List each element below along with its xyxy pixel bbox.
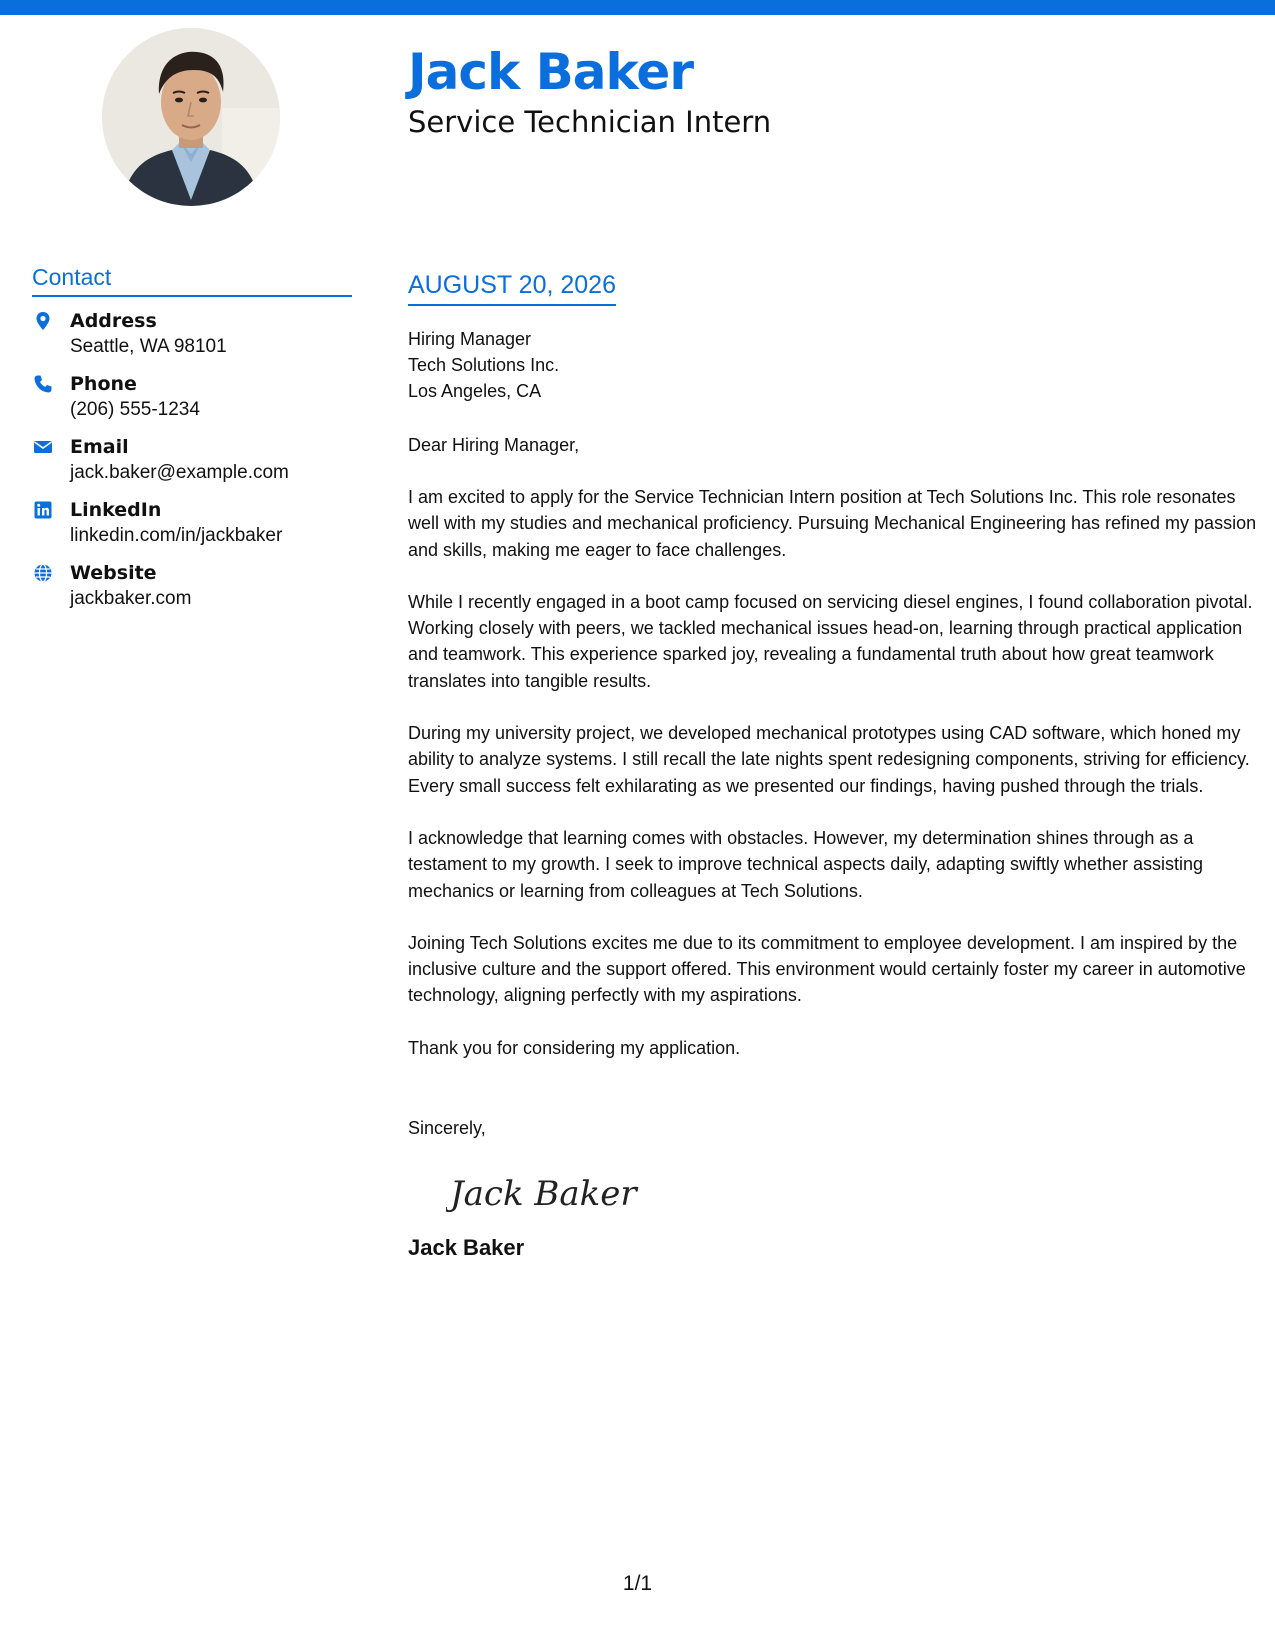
paragraph: While I recently engaged in a boot camp focused on servicing diesel engines, I found collaboration pivotal. Working closely with peers, we tackled mechanical issues head-on, learning through practical application and teamwork. This experience sparked joy, revealing a fundamental truth about how great teamwork translates into tangible results.: [408, 591, 1253, 691]
linkedin-icon: [33, 500, 53, 520]
contact-label: Website: [70, 562, 157, 584]
paragraph: During my university project, we developed mechanical prototypes using CAD software, which honed my ability to analyze systems. I still recall the late nights spent redesigning components, striving for efficiency. Every small success felt exhilarating as we presented our findings, having pushed through the trials.: [408, 723, 1250, 796]
paragraph: I am excited to apply for the Service Technician Intern position at Tech Solutions Inc. This role resonates well with my studies and mechanical proficiency. Pursuing Mechanical Engineering has refined my passion and skills, making me eager to face challenges.: [408, 487, 1257, 560]
recipient-line: Los Angeles, CA: [408, 381, 542, 401]
contact-list: [32, 309, 352, 624]
handwritten-signature: [446, 1169, 646, 1219]
linkedin-link[interactable]: linkedin.com/in/jackbaker: [70, 525, 283, 546]
letter-body: [408, 268, 1258, 1263]
paragraph: I acknowledge that learning comes with obstacles. However, my determination shines through as a testament to my growth. I seek to improve technical aspects daily, adapting swiftly whether assisting mechanics or learning from colleagues at Tech Solutions.: [408, 827, 1204, 901]
signature-text: Jack Baker: [450, 1174, 637, 1215]
contact-heading: Contact: [32, 262, 352, 297]
phone-value: (206) 555-1234: [70, 399, 200, 420]
contact-label: LinkedIn: [70, 499, 162, 521]
contact-item-email: [32, 435, 352, 498]
contact-label: Address: [70, 310, 157, 332]
profile-photo: [102, 28, 280, 206]
contact-item-phone: [32, 372, 352, 435]
phone-icon: [33, 374, 53, 394]
recipient-line: Hiring Manager: [408, 329, 532, 349]
envelope-icon: [33, 437, 53, 457]
top-accent-bar: [0, 0, 1275, 15]
contact-label: Phone: [70, 373, 137, 395]
signer-name: Jack Baker: [408, 1235, 525, 1261]
address-value: Seattle, WA 98101: [70, 336, 227, 357]
globe-icon: [33, 563, 53, 583]
email-link[interactable]: jack.baker@example.com: [70, 462, 289, 483]
salutation: Dear Hiring Manager,: [408, 435, 580, 455]
recipient-line: Tech Solutions Inc.: [408, 355, 560, 375]
applicant-name: Jack Baker: [408, 43, 693, 101]
closing: Sincerely,: [408, 1118, 486, 1139]
map-pin-icon: [33, 311, 53, 331]
recipient-block: [408, 326, 1258, 404]
job-title: Service Technician Intern: [408, 105, 772, 139]
contact-item-address: [32, 309, 352, 372]
paragraph: Thank you for considering my application.: [408, 1037, 741, 1058]
website-link[interactable]: jackbaker.com: [70, 588, 192, 609]
paragraph: Joining Tech Solutions excites me due to its commitment to employee development. I am inspired by the inclusive culture and the support offered. This environment would certainly foster my career in automotive technology, aligning perfectly with my aspirations.: [408, 932, 1246, 1006]
letter-date: AUGUST 20, 2026: [408, 268, 616, 306]
contact-sidebar: [32, 262, 352, 624]
contact-item-linkedin: [32, 498, 352, 561]
contact-item-website: [32, 561, 352, 624]
contact-label: Email: [70, 436, 129, 458]
page-number: 1/1: [622, 1572, 653, 1595]
